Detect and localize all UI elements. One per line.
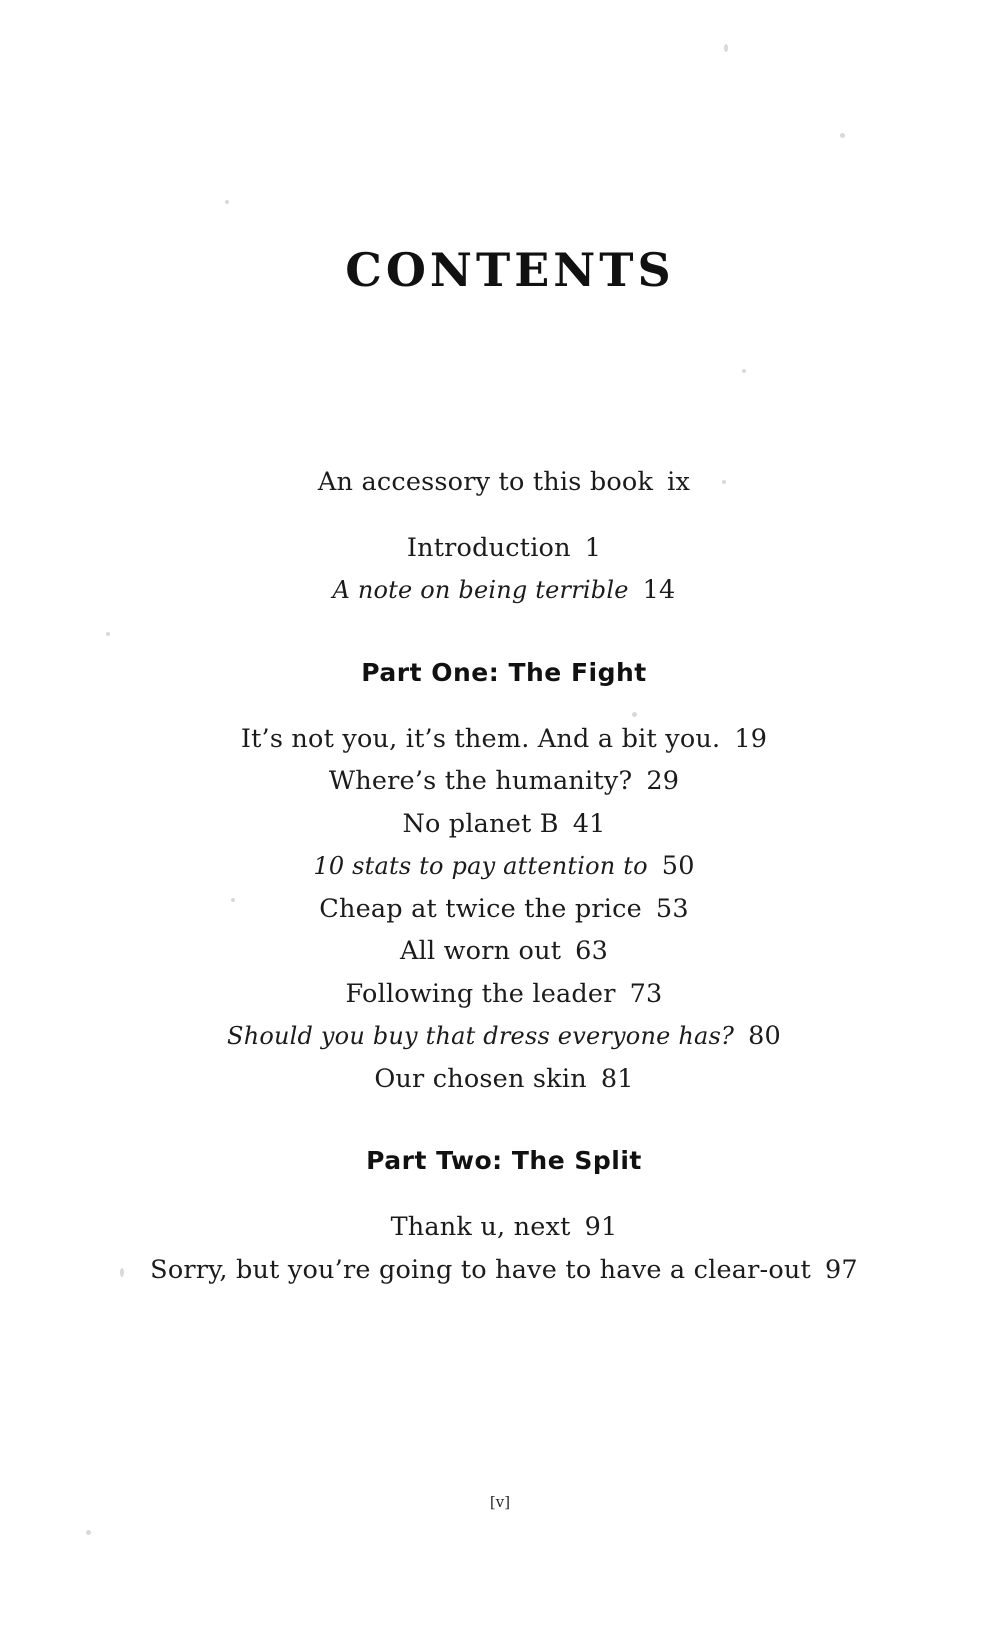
toc-entry-following-the-leader[interactable]: [0, 978, 1008, 1009]
toc-entry-page: ix: [667, 467, 691, 497]
toc-entry-title: Thank u, next: [390, 1212, 571, 1242]
paper-speck: [225, 200, 229, 204]
spacer: [0, 496, 1008, 536]
toc-entry-title: No planet B: [402, 808, 559, 839]
toc-entry-page: 29: [646, 766, 680, 796]
toc-entry-no-planet-b[interactable]: [0, 808, 1008, 839]
spacer: [0, 687, 1008, 727]
spacer: [0, 604, 1008, 658]
toc-entry-page: 91: [584, 1212, 618, 1242]
spacer: [0, 1175, 1008, 1215]
toc-entry-page: 81: [600, 1063, 634, 1094]
toc-entry-page: 19: [734, 723, 768, 754]
page-folio: [v]: [489, 1493, 511, 1511]
toc-entry-title: Introduction: [406, 532, 571, 563]
toc-entry-page: 80: [748, 1021, 781, 1051]
toc-entry-page: 73: [629, 978, 663, 1009]
toc-entry-title: An accessory to this book: [317, 467, 654, 497]
toc-entry-cheap-at-twice-the-price[interactable]: [0, 893, 1008, 924]
toc-entry-thank-u-next[interactable]: [0, 1212, 1008, 1242]
toc-entry-title: 10 stats to pay attention to: [313, 852, 648, 880]
toc-entry-note-on-being-terrible[interactable]: [0, 575, 1008, 605]
paper-speck: [86, 1530, 91, 1535]
toc-entry-page: 41: [572, 808, 606, 839]
toc-entry-title: Where’s the humanity?: [328, 766, 633, 796]
spacer: [0, 1092, 1008, 1146]
toc-entry-page: 53: [655, 893, 689, 924]
toc-entry-page: 14: [642, 575, 676, 605]
toc-entry-should-you-buy-that-dress[interactable]: [0, 1021, 1008, 1051]
toc-entry-wheres-the-humanity[interactable]: [0, 766, 1008, 796]
toc-entry-accessory[interactable]: [0, 467, 1008, 497]
toc-entry-our-chosen-skin[interactable]: [0, 1063, 1008, 1094]
part-heading-two: Part Two: The Split: [366, 1146, 642, 1175]
toc-entry-page: 63: [575, 936, 608, 966]
toc-entry-title: A note on being terrible: [332, 576, 629, 604]
toc-entry-title: Cheap at twice the price: [319, 893, 642, 924]
paper-speck: [840, 133, 845, 138]
table-of-contents: [0, 467, 1008, 1285]
toc-entry-its-not-you[interactable]: [0, 723, 1008, 754]
paper-speck: [742, 369, 746, 373]
toc-entry-clear-out[interactable]: [0, 1254, 1008, 1285]
part-heading-one: Part One: The Fight: [361, 657, 647, 687]
toc-entry-page: 50: [661, 851, 695, 881]
toc-entry-title: All worn out: [399, 936, 562, 966]
toc-entry-introduction[interactable]: [0, 532, 1008, 563]
toc-entry-title: It’s not you, it’s them. And a bit you.: [240, 723, 721, 754]
toc-entry-title: Sorry, but you’re going to have to have a clear-out: [150, 1254, 811, 1285]
page-title: CONTENTS: [345, 243, 675, 297]
toc-entry-title: Should you buy that dress everyone has?: [227, 1022, 735, 1050]
toc-entry-page: 97: [824, 1254, 858, 1285]
toc-entry-all-worn-out[interactable]: [0, 936, 1008, 966]
toc-entry-page: 1: [584, 532, 602, 563]
toc-entry-10-stats[interactable]: [0, 851, 1008, 881]
toc-entry-title: Our chosen skin: [374, 1063, 587, 1094]
toc-entry-title: Following the leader: [345, 978, 616, 1009]
paper-speck: [724, 44, 728, 52]
